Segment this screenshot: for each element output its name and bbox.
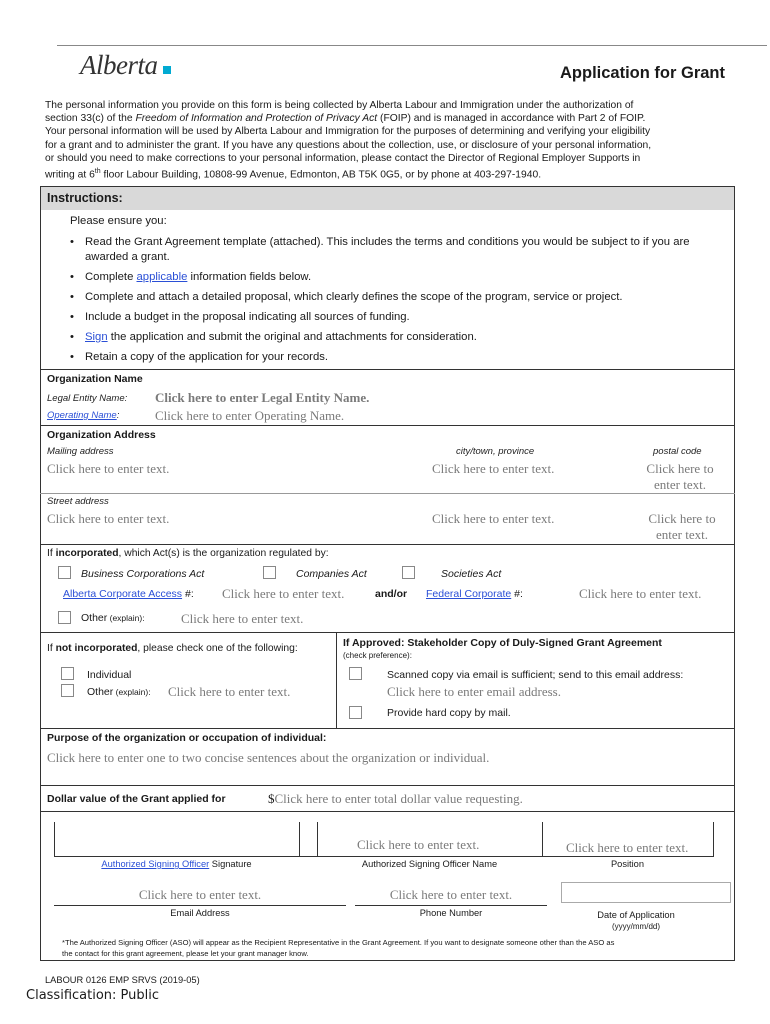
org-address-header: Organization Address <box>47 429 156 441</box>
instructions-header: Instructions: <box>41 187 734 210</box>
mailing-address-label: Mailing address <box>47 446 114 457</box>
divider <box>40 728 735 729</box>
alberta-corporate-input[interactable]: Click here to enter text. <box>222 586 345 601</box>
companies-act-checkbox[interactable] <box>263 566 276 579</box>
purpose-input[interactable]: Click here to enter one to two concise sentences about the organization or individual. <box>47 750 490 765</box>
street-postal-input[interactable]: Click here to enter text. <box>648 511 716 542</box>
alberta-logo <box>80 50 171 80</box>
instruction-item: • Sign the application and submit the original and attachments for consideration. <box>68 330 718 345</box>
instructions-intro: Please ensure you: <box>70 215 167 227</box>
street-address-label: Street address <box>47 496 109 507</box>
column-divider <box>336 632 337 728</box>
signature-input[interactable] <box>55 822 299 856</box>
sign-link[interactable]: Sign <box>85 331 108 343</box>
position-box-right <box>713 822 714 856</box>
individual-checkbox[interactable] <box>61 667 74 680</box>
applicable-link[interactable]: applicable <box>136 271 188 283</box>
companies-act-label: Companies Act <box>296 568 367 580</box>
federal-corporate-link[interactable]: Federal Corporate <box>426 588 512 600</box>
divider <box>40 811 735 812</box>
position-box-left <box>542 822 543 856</box>
logo-square-icon <box>163 66 171 74</box>
name-box-right <box>317 822 318 856</box>
phone-line <box>355 905 547 906</box>
scanned-copy-checkbox[interactable] <box>349 667 362 680</box>
operating-name-input[interactable]: Click here to enter Operating Name. <box>155 408 345 423</box>
instruction-item: • Read the Grant Agreement template (attached). This includes the terms and conditions you would be subject to if you are awarded a grant. <box>68 235 718 265</box>
position-caption: Position <box>610 859 645 869</box>
authorized-signing-officer-link[interactable]: Authorized Signing Officer <box>101 859 210 869</box>
privacy-line: or should you need to make corrections to your personal information, please contact the Director of Regional Employer Supports in <box>45 152 641 164</box>
position-input[interactable]: Click here to enter text. <box>566 840 689 855</box>
other-type-input[interactable]: Click here to enter text. <box>168 684 291 699</box>
legal-entity-label: Legal Entity Name: <box>47 393 128 404</box>
dollar-input[interactable]: Click here to enter total dollar value requesting. <box>274 791 523 806</box>
aso-footnote: *The Authorized Signing Officer (ASO) will appear as the Recipient Representative in the Grant Agreement. If you want to designate someone other than the ASO as the contact for this grant agreement, please let your grant manager know. <box>62 938 615 958</box>
currency-symbol: $ <box>268 791 275 806</box>
mailing-postal-input[interactable]: Click here to enter text. <box>646 461 714 492</box>
dollar-label: Dollar value of the Grant applied for <box>47 793 226 805</box>
mailing-address-input[interactable]: Click here to enter text. <box>47 461 170 476</box>
street-city-input[interactable]: Click here to enter text. <box>432 511 555 526</box>
other-act-input[interactable]: Click here to enter text. <box>181 611 304 626</box>
hard-copy-checkbox[interactable] <box>349 706 362 719</box>
operating-name-link[interactable]: Operating Name <box>47 410 117 421</box>
privacy-line: for a grant and to administer the grant. If you have any questions about the collection, use, or disclosure of your personal information, <box>45 139 652 151</box>
email-caption: Email Address <box>170 908 230 918</box>
privacy-line: The personal information you provide on this form is being collected by Alberta Labour and Immigration under the authorization of <box>45 100 634 111</box>
signing-officer-name-input[interactable]: Click here to enter text. <box>357 837 480 852</box>
approved-header: If Approved: Stakeholder Copy of Duly-Signed Grant Agreement <box>343 637 662 649</box>
postal-code-label: postal code <box>653 446 702 457</box>
other-act-checkbox[interactable] <box>58 611 71 624</box>
signature-line <box>54 856 714 857</box>
federal-corporate-input[interactable]: Click here to enter text. <box>579 586 702 601</box>
form-code: LABOUR 0126 EMP SRVS (2019-05) <box>45 975 200 985</box>
business-corporations-label: Business Corporations Act <box>81 568 205 580</box>
divider <box>40 425 735 426</box>
signature-box-right <box>299 822 300 856</box>
other-type-label: Other (explain): <box>87 686 151 698</box>
privacy-notice <box>45 99 745 182</box>
instruction-item: • Complete and attach a detailed proposal, which clearly defines the scope of the program, service or project. <box>68 290 718 305</box>
and-or-label: and/or <box>375 588 408 600</box>
privacy-line: writing at 6th floor Labour Building, 10808-99 Avenue, Edmonton, AB T5K 0G5, or by phone at 403-297-1940. <box>45 168 542 181</box>
email-line <box>54 905 346 906</box>
other-type-checkbox[interactable] <box>61 684 74 697</box>
divider <box>40 544 735 545</box>
incorporated-question: If incorporated, which Act(s) is the organization regulated by: <box>47 548 329 559</box>
classification-label: Classification: Public <box>26 988 160 1003</box>
signing-officer-name-caption: Authorized Signing Officer Name <box>361 859 498 869</box>
phone-input[interactable]: Click here to enter text. <box>389 887 513 902</box>
date-input[interactable] <box>561 882 731 903</box>
alberta-corporate-access-link[interactable]: Alberta Corporate Access <box>63 588 183 600</box>
privacy-line: section 33(c) of the Freedom of Information and Protection of Privacy Act (FOIP) and is managed in accordance with Part 2 of FOIP. <box>45 113 646 125</box>
individual-label: Individual <box>87 669 132 681</box>
divider <box>40 369 735 370</box>
form-title: Application for Grant <box>560 64 725 82</box>
logo-wordmark: Alberta <box>80 50 158 80</box>
divider <box>40 632 735 633</box>
federal-corporate-label: Federal Corporate #: <box>426 588 523 600</box>
other-act-label: Other (explain): <box>81 612 145 624</box>
instruction-item: • Complete applicable information fields below. <box>68 270 718 285</box>
scanned-copy-label: Scanned copy via email is sufficient; send to this email address: <box>387 669 684 681</box>
business-corporations-checkbox[interactable] <box>58 566 71 579</box>
not-incorporated-question: If not incorporated, please check one of the following: <box>47 643 298 654</box>
privacy-line: Your personal information will be used by Alberta Labour and Immigration for the purposes of determining and verifying your eligibility <box>45 126 651 138</box>
legal-entity-input[interactable]: Click here to enter Legal Entity Name. <box>155 390 370 405</box>
hard-copy-label: Provide hard copy by mail. <box>387 707 511 719</box>
date-caption: Date of Application (yyyy/mm/dd) <box>597 910 675 931</box>
city-label: city/town, province <box>456 446 535 457</box>
dollar-field[interactable] <box>268 790 523 808</box>
signature-caption: Authorized Signing Officer Signature <box>101 859 252 869</box>
org-name-header: Organization Name <box>47 373 143 385</box>
mailing-city-input[interactable]: Click here to enter text. <box>432 461 555 476</box>
societies-act-label: Societies Act <box>441 568 502 580</box>
approved-subtext: (check preference): <box>343 651 412 660</box>
email-input[interactable]: Click here to enter text. <box>138 887 262 902</box>
phone-caption: Phone Number <box>419 908 483 918</box>
top-rule <box>57 45 767 46</box>
instructions-list <box>68 235 718 370</box>
divider <box>40 493 735 494</box>
divider <box>40 785 735 786</box>
street-address-input[interactable]: Click here to enter text. <box>47 511 170 526</box>
purpose-header: Purpose of the organization or occupation of individual: <box>47 732 327 744</box>
instruction-item: • Retain a copy of the application for your records. <box>68 350 718 365</box>
alberta-corporate-label: Alberta Corporate Access #: <box>63 588 194 600</box>
operating-name-label: Operating Name: <box>47 410 120 421</box>
societies-act-checkbox[interactable] <box>402 566 415 579</box>
email-address-input[interactable]: Click here to enter email address. <box>387 684 561 699</box>
instruction-item: • Include a budget in the proposal indicating all sources of funding. <box>68 310 718 325</box>
